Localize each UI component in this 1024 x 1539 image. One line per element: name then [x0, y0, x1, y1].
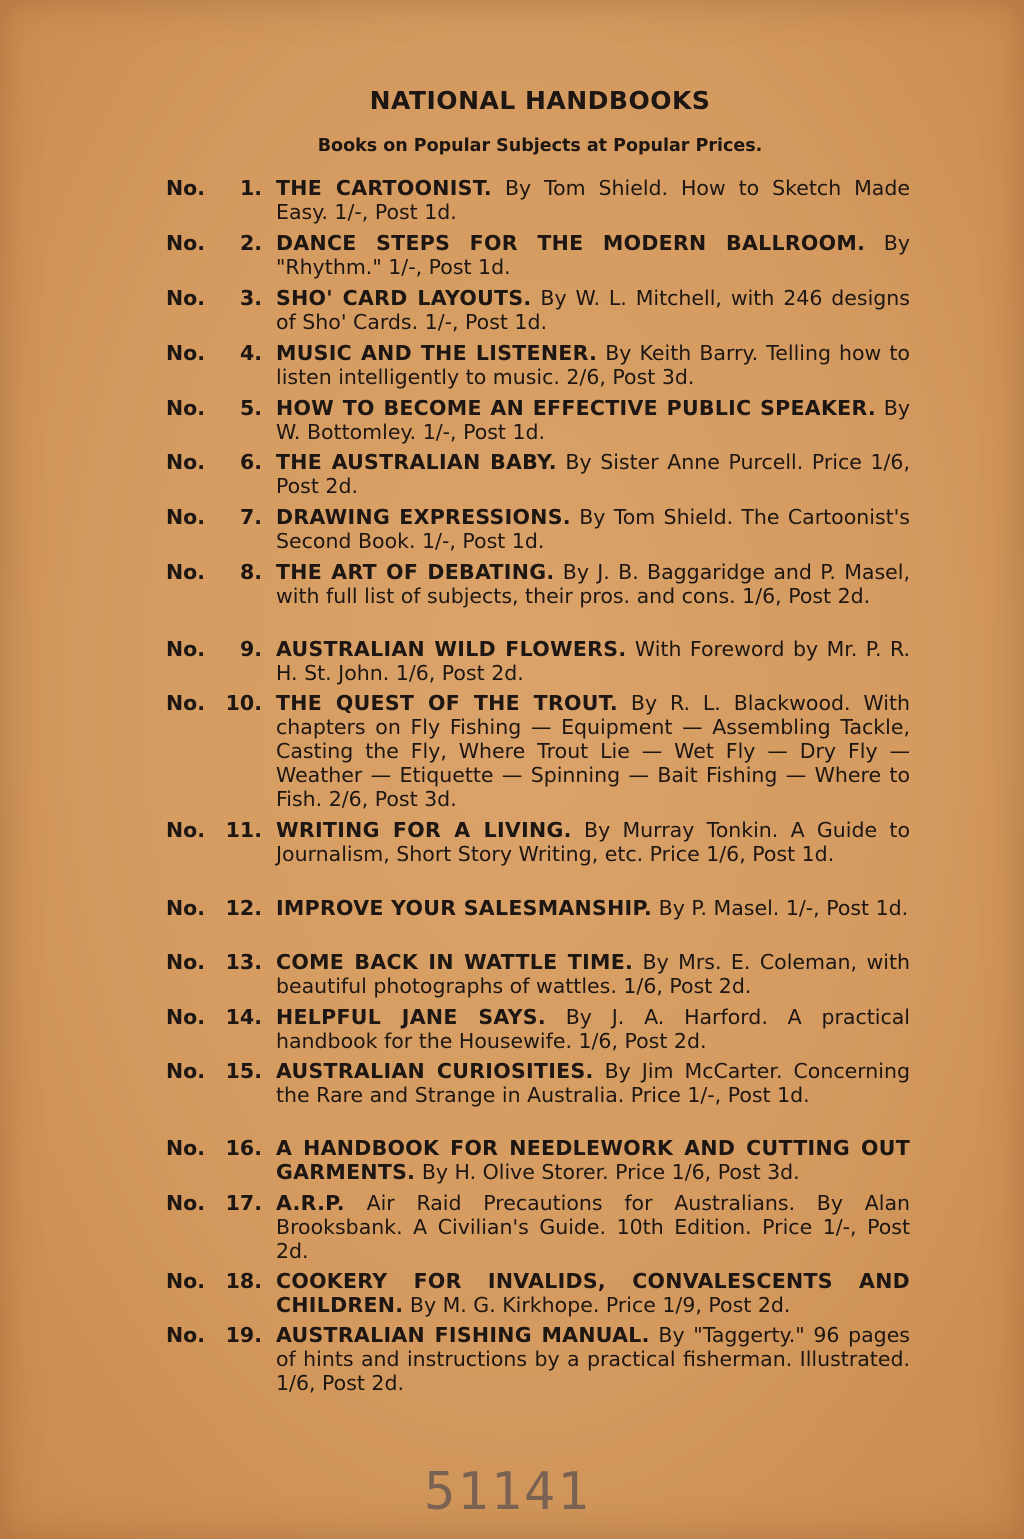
entry-number: 6.: [239, 450, 262, 474]
entry-body: [276, 1191, 910, 1263]
entry-text: By Sister Anne Purcell. Price 1/6, Post 2d.: [276, 450, 910, 498]
entry-no-label: No.: [166, 1191, 206, 1215]
entry-no-label: No.: [166, 1323, 206, 1347]
entry-title: AUSTRALIAN FISHING MANUAL.: [276, 1323, 650, 1347]
entry-no-label: No.: [166, 896, 206, 920]
entry-title: AUSTRALIAN WILD FLOWERS.: [276, 637, 627, 661]
entry-number: 5.: [239, 396, 262, 420]
entry-title: HELPFUL JANE SAYS.: [276, 1005, 546, 1029]
entry-number: 9.: [239, 637, 262, 661]
entry-number: 4.: [239, 341, 262, 365]
entry-no-label: No.: [166, 505, 206, 529]
entry-no-label: No.: [166, 450, 206, 474]
entry-title: WRITING FOR A LIVING.: [276, 818, 572, 842]
entry-text: Air Raid Precautions for Australians. By Alan Brooksbank. A Civilian's Guide. 10th Edition. Price 1/-, Post 2d.: [276, 1191, 910, 1263]
entry-number: 16.: [225, 1136, 262, 1160]
entry-text: By J. A. Harford. A practical handbook for the Housewife. 1/6, Post 2d.: [276, 1005, 910, 1053]
entry-title: SHO' CARD LAYOUTS.: [276, 286, 532, 310]
entry-title: COME BACK IN WATTLE TIME.: [276, 950, 634, 974]
entry-body: [276, 341, 910, 389]
entry-number: 17.: [225, 1191, 262, 1215]
entry-text: By W. L. Mitchell, with 246 designs of Sho' Cards. 1/-, Post 1d.: [276, 286, 910, 334]
entry-title: HOW TO BECOME AN EFFECTIVE PUBLIC SPEAKER.: [276, 396, 877, 420]
entry-body: [276, 231, 910, 279]
entry-title: THE ART OF DEBATING.: [276, 560, 555, 584]
entry-text: By W. Bottomley. 1/-, Post 1d.: [276, 396, 910, 444]
entry-text: By Jim McCarter. Concerning the Rare and Strange in Australia. Price 1/-, Post 1d.: [276, 1059, 910, 1107]
entry-text: By R. L. Blackwood. With chapters on Fly Fishing — Equipment — Assembling Tackle, Casting the Fly, Where Trout Lie — Wet Fly — Dry Fly — Weather — Etiquette — Spinning — Bait Fishing — Where to Fish. 2/6, Post 3d.: [276, 691, 910, 811]
entry-body: [276, 1323, 910, 1395]
entry-body: [276, 560, 910, 608]
entry-number: 12.: [225, 896, 262, 920]
entry-no-label: No.: [166, 396, 206, 420]
entry-number: 14.: [225, 1005, 262, 1029]
entry-no-label: No.: [166, 560, 206, 584]
entry-body: [276, 1136, 910, 1184]
entry-number: 11.: [225, 818, 262, 842]
page-subtitle: Books on Popular Subjects at Popular Prices.: [317, 136, 763, 156]
entry-no-label: No.: [166, 286, 206, 310]
entry-text: By Tom Shield. The Cartoonist's Second Book. 1/-, Post 1d.: [276, 505, 910, 553]
entry-body: [276, 950, 910, 998]
entry-number: 19.: [225, 1323, 262, 1347]
page-title: NATIONAL HANDBOOKS: [369, 86, 711, 115]
entry-title: THE AUSTRALIAN BABY.: [276, 450, 557, 474]
entry-body: [276, 818, 910, 866]
entry-body: [276, 505, 910, 553]
entry-title: A HANDBOOK FOR NEEDLEWORK AND CUTTING OUT GARMENTS.: [276, 1136, 910, 1184]
entry-number: 8.: [239, 560, 262, 584]
entry-text: By H. Olive Storer. Price 1/6, Post 3d.: [421, 1160, 800, 1184]
entry-title: COOKERY FOR INVALIDS, CONVALESCENTS AND CHILDREN.: [276, 1269, 910, 1317]
entry-body: [276, 176, 910, 224]
entry-text: By Tom Shield. How to Sketch Made Easy. 1/-, Post 1d.: [276, 176, 910, 224]
entry-body: [276, 637, 910, 685]
entry-number: 1.: [239, 176, 262, 200]
entry-number: 3.: [239, 286, 262, 310]
entry-no-label: No.: [166, 1136, 206, 1160]
entry-no-label: No.: [166, 818, 206, 842]
entry-no-label: No.: [166, 950, 206, 974]
entry-body: [276, 1005, 910, 1053]
entry-title: IMPROVE YOUR SALESMANSHIP.: [276, 896, 653, 920]
entry-title: A.R.P.: [276, 1191, 345, 1215]
entry-title: AUSTRALIAN CURIOSITIES.: [276, 1059, 594, 1083]
entry-no-label: No.: [166, 1005, 206, 1029]
entry-no-label: No.: [166, 176, 206, 200]
entry-body: [276, 286, 910, 334]
entry-text: By P. Masel. 1/-, Post 1d.: [658, 896, 909, 920]
entry-title: DRAWING EXPRESSIONS.: [276, 505, 571, 529]
entry-number: 15.: [225, 1059, 262, 1083]
entry-text: By M. G. Kirkhope. Price 1/9, Post 2d.: [409, 1293, 791, 1317]
entry-text: With Foreword by Mr. P. R. H. St. John. 1/6, Post 2d.: [276, 637, 910, 685]
entry-number: 2.: [239, 231, 262, 255]
entry-title: THE QUEST OF THE TROUT.: [276, 691, 618, 715]
entry-text: By Mrs. E. Coleman, with beautiful photographs of wattles. 1/6, Post 2d.: [276, 950, 910, 998]
entry-body: [276, 896, 910, 920]
entry-body: [276, 396, 910, 444]
entry-number: 18.: [225, 1269, 262, 1293]
entry-text: By "Taggerty." 96 pages of hints and instructions by a practical fisherman. Illustrated. 1/6, Post 2d.: [276, 1323, 910, 1395]
entry-body: [276, 1059, 910, 1107]
entry-no-label: No.: [166, 637, 206, 661]
entry-no-label: No.: [166, 1269, 206, 1293]
entry-no-label: No.: [166, 1059, 206, 1083]
entry-text: By Murray Tonkin. A Guide to Journalism, Short Story Writing, etc. Price 1/6, Post 1d.: [276, 818, 910, 866]
entry-text: By J. B. Baggaridge and P. Masel, with full list of subjects, their pros. and cons. 1/6, Post 2d.: [276, 560, 910, 608]
entry-number: 7.: [239, 505, 262, 529]
entry-no-label: No.: [166, 691, 206, 715]
entry-body: [276, 1269, 910, 1317]
entry-no-label: No.: [166, 341, 206, 365]
entry-text: By "Rhythm." 1/-, Post 1d.: [276, 231, 910, 279]
entry-body: [276, 450, 910, 498]
entry-title: MUSIC AND THE LISTENER.: [276, 341, 598, 365]
entry-title: THE CARTOONIST.: [276, 176, 493, 200]
entry-number: 13.: [225, 950, 262, 974]
entry-number: 10.: [225, 691, 262, 715]
entry-no-label: No.: [166, 231, 206, 255]
entry-text: By Keith Barry. Telling how to listen intelligently to music. 2/6, Post 3d.: [276, 341, 910, 389]
catalogue-stamp-number: 51141: [424, 1462, 591, 1522]
entry-title: DANCE STEPS FOR THE MODERN BALLROOM.: [276, 231, 866, 255]
entry-body: [276, 691, 910, 811]
